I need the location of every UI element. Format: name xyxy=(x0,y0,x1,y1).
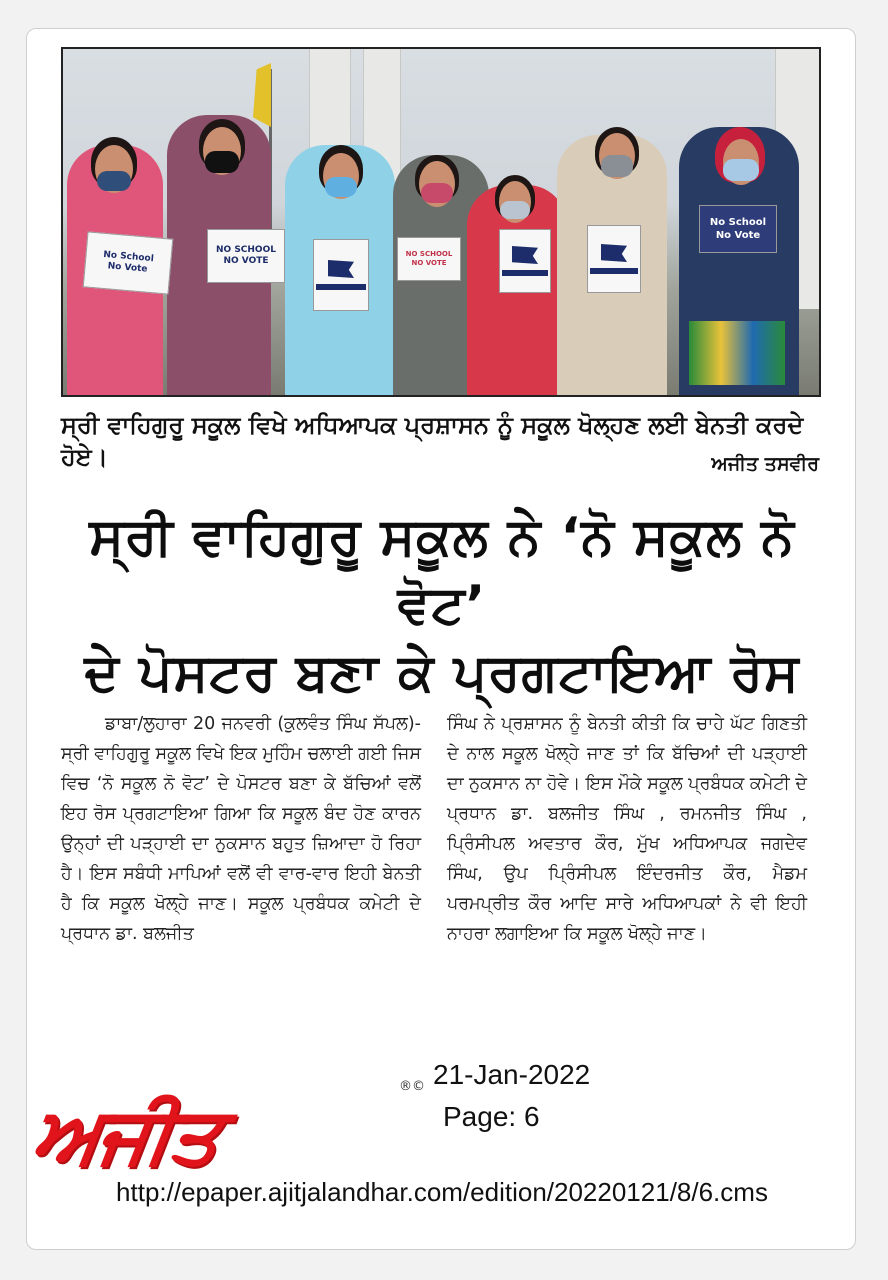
newspaper-logo: ਅਜੀਤ xyxy=(26,1090,225,1181)
poster-bar xyxy=(502,270,548,276)
poster-line: NO SCHOOL NO VOTE xyxy=(405,250,453,267)
headline xyxy=(57,503,827,707)
mask xyxy=(500,201,530,219)
dupatta xyxy=(689,321,785,385)
mask xyxy=(421,183,453,203)
trademark-marks: ®© xyxy=(399,1079,425,1094)
poster xyxy=(499,229,551,293)
mask xyxy=(325,177,357,197)
headline-line-1: ਸ੍ਰੀ ਵਾਹਿਗੁਰੂ ਸਕੂਲ ਨੇ ‘ਨੋ ਸਕੂਲ ਨੋ ਵੋਟ’ xyxy=(89,507,795,635)
photo-credit: ਅਜੀਤ ਤਸਵੀਰ xyxy=(711,453,819,475)
page-number: Page: 6 xyxy=(443,1101,540,1132)
photo-caption: ਸ੍ਰੀ ਵਾਹਿਗੁਰੂ ਸਕੂਲ ਵਿਖੇ ਅਧਿਆਪਕ ਪ੍ਰਸ਼ਾਸਨ ਨੂੰ ਸਕੂਲ ਖੋਲ੍ਹਣ ਲਈ ਬੇਨਤੀ ਕਰਦੇ ਹੋਏ। xyxy=(61,411,804,471)
poster-bar xyxy=(590,268,638,274)
flag-icon xyxy=(253,63,271,127)
article-column-2: ਸਿੰਘ ਨੇ ਪ੍ਰਸ਼ਾਸਨ ਨੂੰ ਬੇਨਤੀ ਕੀਤੀ ਕਿ ਚਾਹੇ ਘੱਟ ਗਿਣਤੀ ਦੇ ਨਾਲ ਸਕੂਲ ਖੋਲ੍ਹੇ ਜਾਣ ਤਾਂ ਕਿ ਬੱਚਿਆਂ ਦੀ ਪੜ੍ਹਾਈ ਦਾ ਨੁਕਸਾਨ ਨਾ ਹੋਵੇ। ਇਸ ਮੌਕੇ ਸਕੂਲ ਪ੍ਰਬੰਧਕ ਕਮੇਟੀ ਦੇ ਪ੍ਰਧਾਨ ਡਾ. ਬਲਜੀਤ ਸਿੰਘ , ਰਮਨਜੀਤ ਸਿੰਘ , ਪ੍ਰਿੰਸੀਪਲ ਅਵਤਾਰ ਕੌਰ, ਮੁੱਖ ਅਧਿਆਪਕ ਜਗਦੇਵ ਸਿੰਘ, ਉਪ ਪ੍ਰਿੰਸੀਪਲ ਇੰਦਰਜੀਤ ਕੌਰ, ਮੈਡਮ ਪਰਮਪ੍ਰੀਤ ਕੌਰ ਆਦਿ ਸਾਰੇ ਅਧਿਆਪਕਾਂ ਨੇ ਵੀ ਇਹੀ ਨਾਹਰਾ ਲਗਾਇਆ ਕਿ ਸਕੂਲ ਖੋਲ੍ਹੇ ਜਾਣ। xyxy=(447,714,807,944)
headline-line-2: ਦੇ ਪੋਸਟਰ ਬਣਾ ਕੇ ਪ੍ਰਗਟਾਇਆ ਰੋਸ xyxy=(84,643,800,703)
poster-line: No Vote xyxy=(107,261,148,275)
news-photo xyxy=(61,47,821,397)
poster xyxy=(313,239,369,311)
flag-icon xyxy=(512,246,538,264)
poster-line: NO SCHOOL xyxy=(216,245,276,255)
mask xyxy=(723,159,759,181)
article-column-1: ਡਾਬਾ/ਲੁਹਾਰਾ 20 ਜਨਵਰੀ (ਕੁਲਵੰਤ ਸਿੰਘ ਸੱਪਲ)- ਸ੍ਰੀ ਵਾਹਿਗੁਰੂ ਸਕੂਲ ਵਿਖੇ ਇਕ ਮੁਹਿੰਮ ਚਲਾਈ ਗਈ ਜਿਸ ਵਿਚ ‘ਨੋ ਸਕੂਲ ਨੋ ਵੋਟ’ ਦੇ ਪੋਸਟਰ ਬਣਾ ਕੇ ਬੱਚਿਆਂ ਵਲੋਂ ਇਹ ਰੋਸ ਪ੍ਰਗਟਾਇਆ ਗਿਆ ਕਿ ਸਕੂਲ ਬੰਦ ਹੋਣ ਕਾਰਨ ਉਨ੍ਹਾਂ ਦੀ ਪੜ੍ਹਾਈ ਦਾ ਨੁਕਸਾਨ ਬਹੁਤ ਜ਼ਿਆਦਾ ਹੋ ਰਿਹਾ ਹੈ। ਇਸ ਸਬੰਧੀ ਮਾਪਿਆਂ ਵਲੋਂ ਵੀ ਵਾਰ-ਵਾਰ ਇਹੀ ਬੇਨਤੀ ਹੈ ਕਿ ਸਕੂਲ ਖੋਲ੍ਹੇ ਜਾਣ। ਸਕੂਲ ਪ੍ਰਬੰਧਕ ਕਮੇਟੀ ਦੇ ਪ੍ਰਧਾਨ ਡਾ. ਬਲਜੀਤ xyxy=(61,714,421,944)
flag-icon xyxy=(328,260,354,278)
poster xyxy=(207,229,285,283)
poster xyxy=(397,237,461,281)
poster-bar xyxy=(316,284,366,290)
clipping-card xyxy=(26,28,856,1250)
poster xyxy=(587,225,641,293)
poster-line: No School xyxy=(102,249,155,265)
source-url[interactable]: http://epaper.ajitjalandhar.com/edition/20220121/8/6.cms xyxy=(116,1177,768,1207)
poster-line: NO VOTE xyxy=(223,256,269,266)
mask xyxy=(97,171,131,191)
edition-date: 21-Jan-2022 xyxy=(433,1059,591,1090)
mask xyxy=(205,151,239,173)
poster xyxy=(83,231,174,294)
poster-line: No Vote xyxy=(715,230,761,241)
flag-icon xyxy=(601,244,627,262)
poster-line: No School xyxy=(709,217,767,228)
mask xyxy=(601,155,633,177)
poster xyxy=(699,205,777,253)
